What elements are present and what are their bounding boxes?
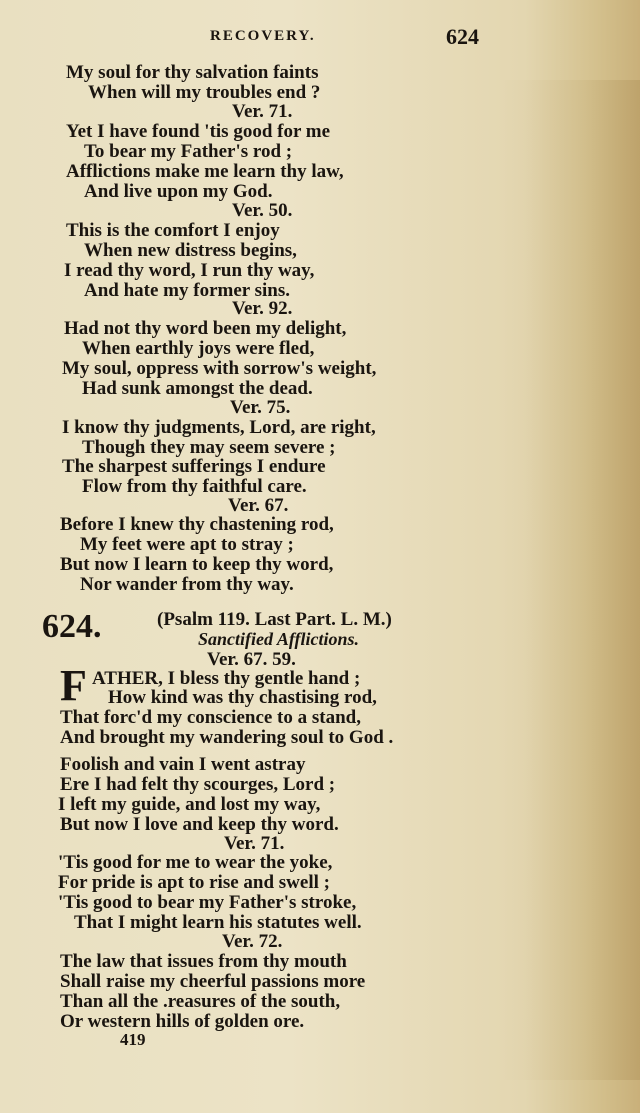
verse-line: Afflictions make me learn thy law,	[66, 161, 344, 182]
verse-line: Or western hills of golden ore.	[60, 1011, 305, 1032]
verse-line: And live upon my God.	[84, 181, 273, 202]
hymn-meta: (Psalm 119. Last Part. L. M.)	[157, 609, 392, 630]
verse-line: My feet were apt to stray ;	[80, 534, 294, 555]
verse-line: My soul for thy salvation faints	[66, 62, 319, 83]
verse-reference: Ver. 67.	[228, 495, 289, 516]
verse-line: I read thy word, I run thy way,	[64, 260, 315, 281]
verse-line: When new distress begins,	[84, 240, 297, 261]
hymn-number: 624.	[42, 608, 102, 645]
verse-line: This is the comfort I enjoy	[66, 220, 280, 241]
verse-line: Nor wander from thy way.	[80, 574, 294, 595]
page-edge-shading	[500, 80, 640, 1080]
verse-reference: Ver. 92.	[232, 298, 293, 319]
verse-line: But now I learn to keep thy word,	[60, 554, 334, 575]
running-head-page-number: 624	[446, 24, 479, 49]
verse-line: Had sunk amongst the dead.	[82, 378, 313, 399]
verse-reference: Ver. 72.	[222, 931, 283, 952]
verse-line: And hate my former sins.	[84, 280, 291, 301]
drop-cap: F	[60, 661, 87, 710]
verse-line: When will my troubles end ?	[88, 82, 321, 103]
verse-reference: Ver. 71.	[224, 833, 285, 854]
verse-line: Though they may seem severe ;	[82, 437, 336, 458]
verse-line: Shall raise my cheerful passions more	[60, 971, 366, 992]
verse-line: But now I love and keep thy word.	[60, 814, 339, 835]
verse-line: The law that issues from thy mouth	[60, 951, 347, 972]
page-folio: 419	[120, 1030, 146, 1049]
verse-line: Yet I have found 'tis good for me	[66, 121, 331, 142]
verse-line: Than all the .reasures of the south,	[60, 991, 341, 1012]
verse-line: I know thy judgments, Lord, are right,	[62, 417, 376, 438]
verse-line: ATHER, I bless thy gentle hand ;	[92, 668, 361, 689]
verse-reference: Ver. 50.	[232, 200, 293, 221]
verse-line: And brought my wandering soul to God .	[60, 727, 394, 748]
verse-line: That I might learn his statutes well.	[74, 912, 362, 933]
verse-line: When earthly joys were fled,	[82, 338, 315, 359]
verse-line: I left my guide, and lost my way,	[58, 794, 321, 815]
running-head-title: RECOVERY.	[210, 28, 316, 44]
verse-line: For pride is apt to rise and swell ;	[58, 872, 330, 893]
hymn-subtitle: Sanctified Afflictions.	[198, 629, 360, 649]
verse-reference: Ver. 71.	[232, 101, 293, 122]
verse-line: Ere I had felt thy scourges, Lord ;	[60, 774, 336, 795]
verse-line: 'Tis good for me to wear the yoke,	[58, 852, 333, 873]
verse-line: That forc'd my conscience to a stand,	[60, 707, 361, 728]
verse-line: My soul, oppress with sorrow's weight,	[62, 358, 377, 379]
verse-line: How kind was thy chastising rod,	[108, 687, 377, 708]
verse-line: Flow from thy faithful care.	[82, 476, 307, 497]
verse-reference: Ver. 67. 59.	[207, 649, 296, 670]
verse-line: Before I knew thy chastening rod,	[60, 514, 334, 535]
verse-reference: Ver. 75.	[230, 397, 291, 418]
verse-line: Foolish and vain I went astray	[60, 754, 306, 775]
verse-line: 'Tis good to bear my Father's stroke,	[58, 892, 357, 913]
verse-line: The sharpest sufferings I endure	[62, 456, 326, 477]
verse-line: Had not thy word been my delight,	[64, 318, 347, 339]
verse-line: To bear my Father's rod ;	[84, 141, 293, 162]
